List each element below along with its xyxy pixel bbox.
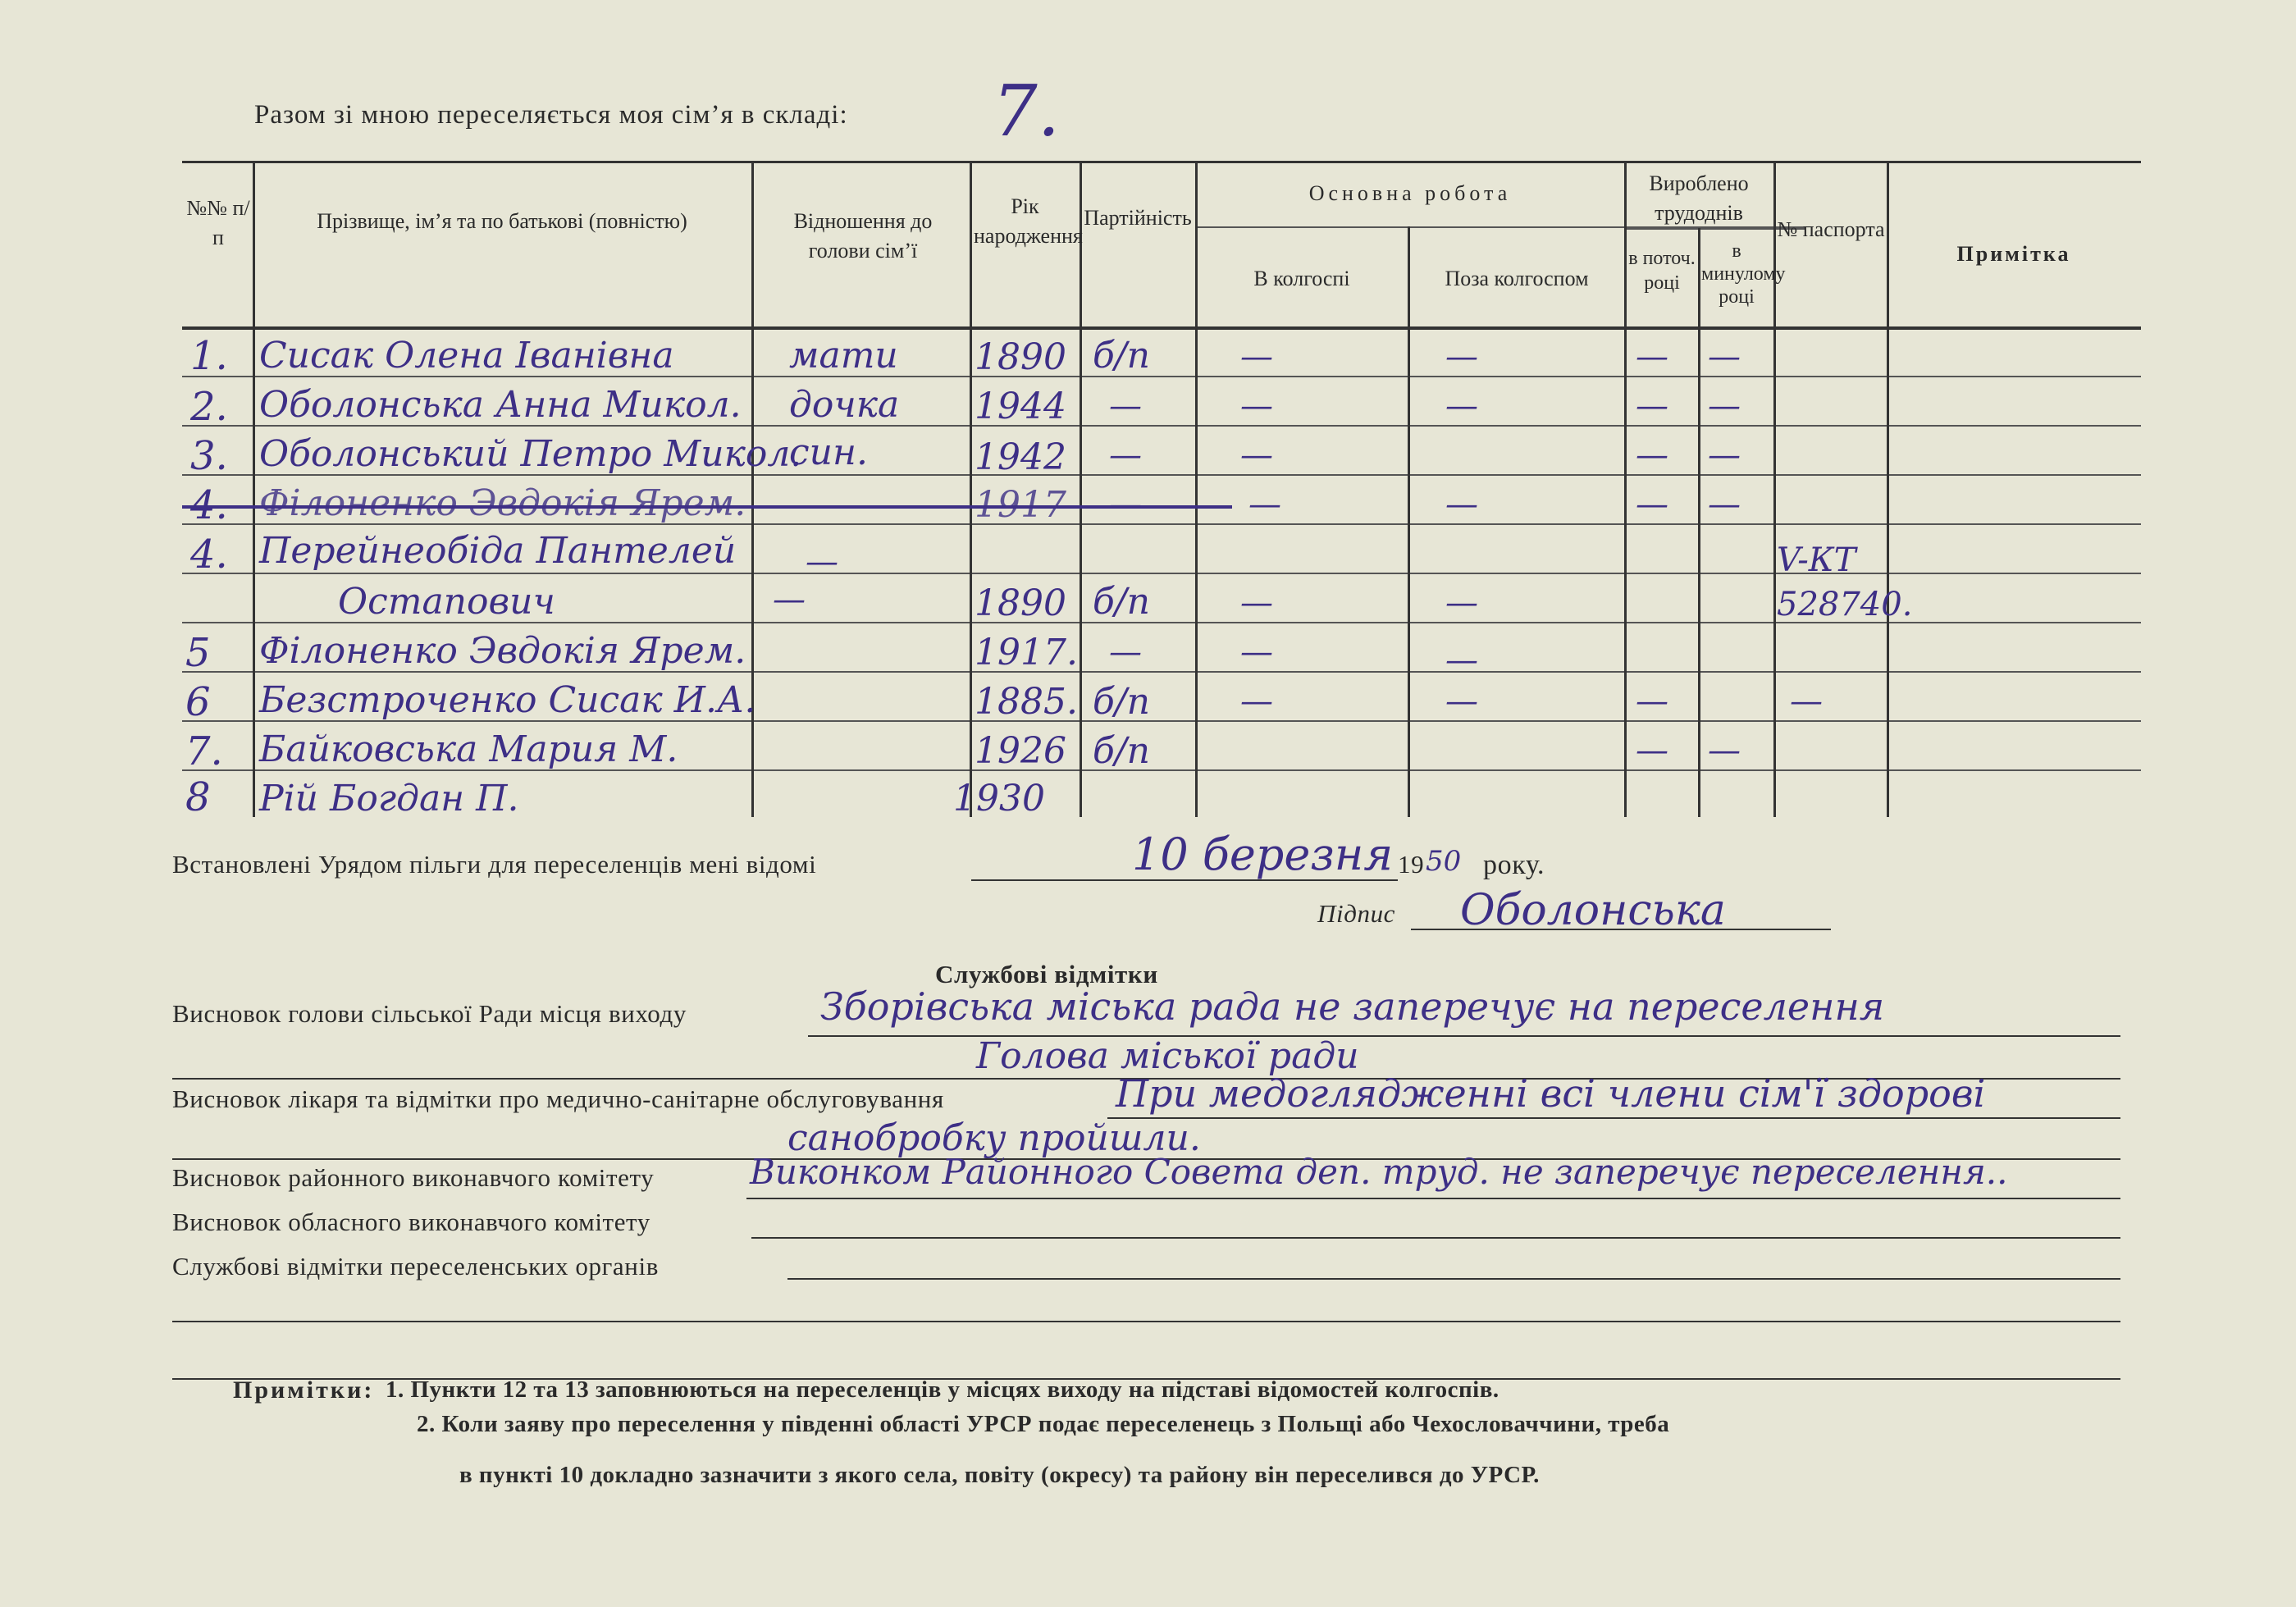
row-year: 1890 [975, 582, 1066, 624]
row-num: 4. [190, 532, 228, 578]
resettlement-label: Службові відмітки переселенських органів [172, 1252, 659, 1281]
row-name: Оболонська Анна Микол. [259, 384, 742, 426]
dash-mark: — [806, 543, 838, 581]
district-rule [746, 1198, 2120, 1199]
col-line [1698, 228, 1700, 817]
row-party: б/п [1093, 581, 1151, 623]
dash-mark: — [1445, 683, 1478, 720]
dash-mark: — [1109, 436, 1142, 474]
benefits-date: 10 березня [1132, 829, 1394, 880]
doctor-note-2: санобробку пройшли. [787, 1117, 1201, 1159]
dash-mark: — [773, 581, 806, 619]
dash-mark: — [1240, 633, 1273, 671]
doctor-note-1: При медоглядженні всі члени сім'ї здорові [1116, 1071, 1986, 1116]
row-relation: син. [789, 431, 868, 473]
dash-mark: — [1708, 436, 1741, 474]
note-2a: 2. Коли заяву про переселення у південні області УРСР подає переселенець з Польщі або Чехословаччини, треба [417, 1411, 1670, 1437]
col-line [1080, 161, 1082, 817]
dash-mark: — [1445, 338, 1478, 376]
doctor-rule-1 [1107, 1117, 2120, 1119]
dash-mark: — [1636, 486, 1668, 523]
row-party: б/п [1093, 335, 1151, 377]
village-council-label: Висновок голови сільської Ради місця виходу [172, 999, 687, 1028]
oblast-label: Висновок обласного виконавчого комітету [172, 1208, 650, 1236]
family-table [182, 161, 2141, 820]
col-header-passport: № паспорта [1777, 217, 1885, 241]
row-num: 2. [190, 384, 228, 430]
row-year: 1917. [975, 632, 1078, 673]
note-2b: в пункті 10 докладно зазначити з якого села, повіту (окресу) та району він переселився до УРСР. [459, 1462, 1540, 1488]
col-line [1624, 161, 1627, 817]
district-note: Виконком Районного Совета деп. труд. не заперечує переселення.. [750, 1152, 2008, 1192]
col-line [253, 161, 255, 817]
dash-mark: — [1636, 436, 1668, 474]
note-1: 1. Пункти 12 та 13 заповнюються на переселенців у місцях виходу на підставі відомостей колгоспів. [386, 1376, 1499, 1403]
benefits-year-suffix: року. [1483, 850, 1545, 880]
dash-mark: — [1636, 683, 1668, 720]
row-name: Оболонський Петро Микол. [259, 433, 802, 475]
doctor-label: Висновок лікаря та відмітки про медично-санітарне обслуговування [172, 1084, 944, 1113]
dash-mark: — [1636, 732, 1668, 769]
row-num: 5 [185, 630, 211, 676]
row-num: 3. [190, 433, 228, 479]
col-line [1887, 161, 1889, 817]
benefits-year-prefix: 19 [1398, 850, 1425, 879]
row-name: Остапович [338, 581, 555, 623]
dash-mark: — [1708, 338, 1741, 376]
dash-mark: — [1708, 387, 1741, 425]
dash-mark: — [1109, 486, 1142, 523]
dash-mark: — [1240, 683, 1273, 720]
dash-mark: — [1445, 641, 1478, 679]
row-year: 1944 [975, 386, 1066, 427]
village-council-note-1: Зборівська міська рада не заперечує на переселення [820, 984, 1885, 1029]
dash-mark: — [1240, 584, 1273, 622]
signature-value: Оболонська [1460, 886, 1726, 935]
row-num: 6 [185, 679, 211, 725]
row-name: Перейнеобіда Пантелей [259, 530, 737, 572]
row-name: Байковська Мария М. [259, 728, 678, 770]
header-bottom-border [182, 326, 2141, 330]
row-year: 1890 [975, 336, 1066, 378]
dash-mark: — [1109, 387, 1142, 425]
row-name: Філоненко Эвдокія Ярем. [259, 630, 746, 672]
notes-title: Примітки: [233, 1376, 375, 1404]
dash-mark: — [1445, 486, 1478, 523]
col-line [970, 161, 972, 817]
row-relation: мати [789, 335, 898, 377]
col-header-workdays: Вироблено трудоднів [1649, 171, 1749, 225]
dash-mark: — [1708, 486, 1741, 523]
blank-rule [172, 1321, 2120, 1322]
district-label: Висновок районного виконавчого комітету [172, 1163, 655, 1192]
col-header-name: Прізвище, ім’я та по батькові (повністю) [317, 209, 687, 233]
dash-mark: — [1708, 732, 1741, 769]
family-line-label: Разом зі мною переселяється моя сім’я в складі: [254, 100, 848, 130]
dash-mark: — [1248, 486, 1281, 523]
row-name-struck: Філоненко Эвдокія Ярем. [259, 482, 746, 524]
benefits-year: 50 [1426, 845, 1462, 878]
village-council-note-2: Голова міської ради [976, 1035, 1359, 1077]
row-year: 1917 [975, 484, 1066, 526]
row-party: б/п [1093, 681, 1151, 723]
col-header-num: №№ п/п [186, 196, 250, 249]
col-header-party: Партійність [1084, 206, 1192, 230]
row-num: 8 [185, 774, 211, 820]
strike-through-line [182, 505, 1232, 509]
dash-mark: — [1445, 584, 1478, 622]
col-header-year: Рік народження [974, 194, 1083, 248]
col-line [1408, 226, 1410, 817]
row-num: 4. [190, 482, 228, 528]
row-passport: V-КТ 528740. [1777, 541, 1913, 623]
dash-mark: — [1636, 387, 1668, 425]
col-header-note: Примітка [1956, 242, 2071, 266]
row-year: 1926 [975, 730, 1066, 772]
dash-mark: — [1240, 338, 1273, 376]
service-title: Службові відмітки [935, 960, 1158, 988]
col-line [1773, 161, 1776, 817]
row-relation: дочка [789, 384, 900, 426]
row-name: Безстроченко Сисак И.А. [259, 679, 756, 721]
dash-mark: — [1240, 387, 1273, 425]
dash-mark: — [1636, 338, 1668, 376]
table-top-border [182, 161, 2141, 163]
resettlement-rule [787, 1278, 2120, 1280]
row-year: 1942 [975, 436, 1066, 478]
row-num: 7. [185, 728, 223, 774]
col-header-relation: Відношення до голови сім’ї [793, 209, 933, 263]
dash-mark: — [1790, 683, 1823, 720]
row-name: Рій Богдан П. [259, 778, 519, 819]
row-party: б/п [1093, 730, 1151, 772]
oblast-rule [751, 1237, 2120, 1239]
col-header-outside-kolkhoz: Поза колгоспом [1445, 267, 1589, 290]
dash-mark: — [1240, 436, 1273, 474]
col-header-current-year: в поточ. році [1628, 248, 1696, 294]
col-header-main-work: Основна робота [1308, 181, 1512, 205]
signature-label: Підпис [1317, 899, 1396, 928]
row-year: 1930 [953, 778, 1045, 819]
dash-mark: — [1109, 633, 1142, 671]
row-name: Сисак Олена Іванівна [259, 335, 674, 377]
row-num: 1. [190, 333, 228, 379]
col-header-in-kolkhoz: В колгоспі [1253, 267, 1350, 290]
dash-mark: — [1445, 387, 1478, 425]
col-header-last-year: в минулому році [1701, 240, 1786, 308]
col-line [1195, 161, 1198, 817]
benefits-label: Встановлені Урядом пільги для переселенців мені відомі [172, 850, 817, 879]
family-count: 7. [993, 71, 1061, 153]
row-year: 1885. [975, 681, 1078, 723]
